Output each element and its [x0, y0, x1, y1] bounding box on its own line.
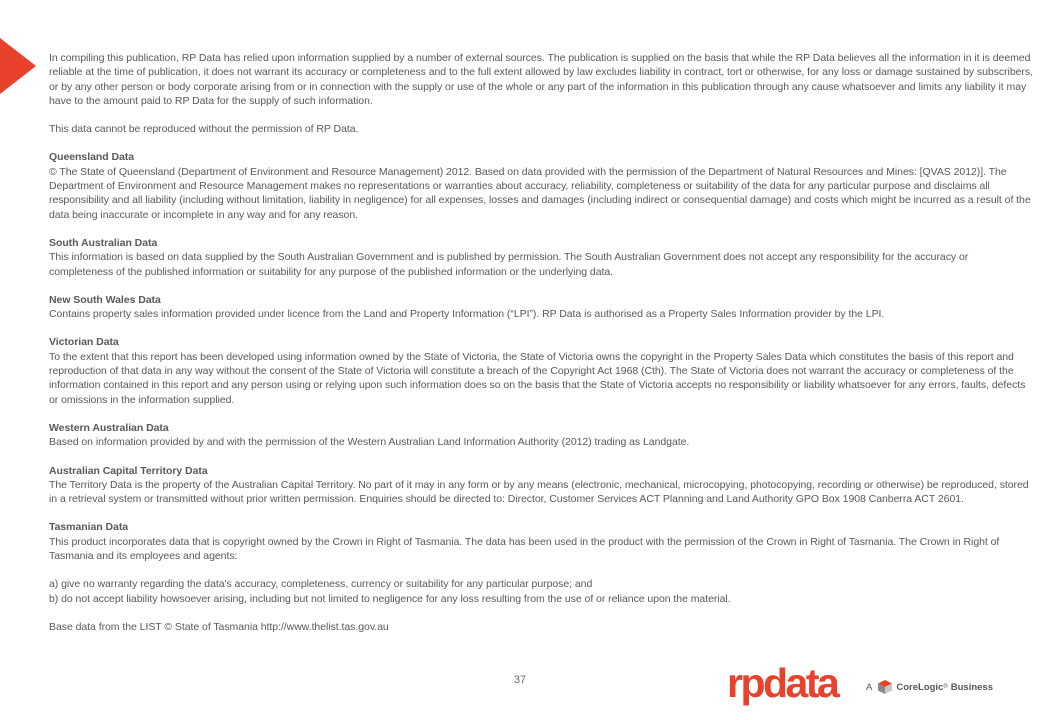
section-act — [49, 464, 1035, 507]
reproduction-notice: This data cannot be reproduced without the permission of RP Data. — [49, 123, 359, 136]
section-heading: Western Australian Data — [49, 421, 169, 434]
section-heading: New South Wales Data — [49, 293, 161, 306]
tasmania-base-data: Base data from the LIST © State of Tasmania http://www.thelist.tas.gov.au — [49, 620, 389, 633]
tasmania-item-b: b) do not accept liability howsoever arising, including but not limited to negligence for any loss resulting from the use of or reliance upon the material. — [49, 592, 731, 605]
section-south-australia — [49, 236, 1035, 279]
page-number: 37 — [513, 674, 527, 686]
section-body: Contains property sales information provided under licence from the Land and Property Information (“LPI”). RP Data is authorised as a Property Sales Information provider by the LPI. — [49, 308, 885, 321]
section-heading: Tasmanian Data — [49, 521, 129, 534]
tagline-business: Business — [950, 681, 993, 693]
tagline-trademark: ® — [943, 684, 948, 690]
corelogic-cube-icon — [877, 679, 893, 695]
section-new-south-wales — [49, 293, 1035, 322]
corner-arrow-decoration — [0, 38, 36, 94]
section-western-australia — [49, 421, 1035, 450]
section-heading: South Australian Data — [49, 236, 158, 249]
corelogic-tagline — [866, 679, 993, 695]
section-tasmania — [49, 520, 1035, 563]
tagline-a: A — [866, 681, 873, 693]
tagline-brand: CoreLogic — [896, 681, 944, 693]
section-victoria — [49, 335, 1035, 406]
rpdata-logo: rpdata — [727, 660, 838, 706]
section-heading: Victorian Data — [49, 336, 119, 349]
section-queensland — [49, 150, 1035, 221]
section-heading: Australian Capital Territory Data — [49, 464, 208, 477]
disclaimer-content — [49, 51, 1035, 648]
section-body: This product incorporates data that is copyright owned by the Crown in Right of Tasmania. The data has been used in the product with the permission of the Crown in Right of Tasmania. The Crown in Right of Tasmania and its employees and agents: — [49, 535, 1000, 563]
tasmania-item-a: a) give no warranty regarding the data's accuracy, completeness, currency or suitability for any particular purpose; and — [49, 578, 593, 591]
section-body: Based on information provided by and with the permission of the Western Australian Land Information Authority (2012) trading as Landgate. — [49, 436, 690, 449]
section-body: The Territory Data is the property of the Australian Capital Territory. No part of it may in any form or by any means (electronic, mechanical, microcopying, photocopying, recording or otherwise) be reproduced, stored in a retrieval system or transmitted without prior written permission. Enquiries should be directed to: Director, Customer Services ACT Planning and Land Authority GPO Box 1908 Canberra ACT 2601. — [49, 478, 1029, 506]
section-body: This information is based on data supplied by the South Australian Government and is published by permission. The South Australian Government does not accept any responsibility for the accuracy or completeness of the published information or suitability for any purpose of the published information or the underlying data. — [49, 251, 969, 278]
section-body: To the extent that this report has been developed using information owned by the State of Victoria, the State of Victoria owns the copyright in the Property Sales Data which constitutes the basis of this report and reproduction of that data in any way without the consent of the State of Victoria will constitute a breach of the Copyright Act 1968 (Cth). The State of Victoria does not warrant the accuracy or completeness of the information contained in this report and any person using or relying upon such information does so on the basis that the State of Victoria accepts no responsibility or liability whatsoever for any errors, faults, defects or omissions in the information supplied. — [49, 350, 1026, 406]
disclaimer-paragraph: In compiling this publication, RP Data has relied upon information supplied by a number of external sources. The publication is supplied on the basis that while the RP Data believes all the information in it is deemed reliable at the time of publication, it does not warrant its accuracy or completeness and to the full extent allowed by law excludes liability in contract, tort or otherwise, for any loss or damage sustained by subscribers, or by any other person or body corporate arising from or in connection with the supply or use of the whole or any part of the information in this publication through any cause whatsoever and limits any liability it may have to the amount paid to RP Data for the supply of such information. — [49, 52, 1033, 107]
section-body: © The State of Queensland (Department of Environment and Resource Management) 2012. Based on data provided with the permission of the Department of Natural Resources and Mines: [QVAS 2012)]. The Department of Environment and Resource Management makes no representations or warranties about accuracy, reliability, completeness or suitability of the data for any particular purpose and disclaims all responsibility and all liability (including without limitation, liability in negligence) for all expenses, losses and damages (including indirect or consequential damage) and costs which might be incurred as a result of the data being inaccurate or incomplete in any way and for any reason. — [49, 165, 1031, 221]
section-heading: Queensland Data — [49, 151, 135, 164]
